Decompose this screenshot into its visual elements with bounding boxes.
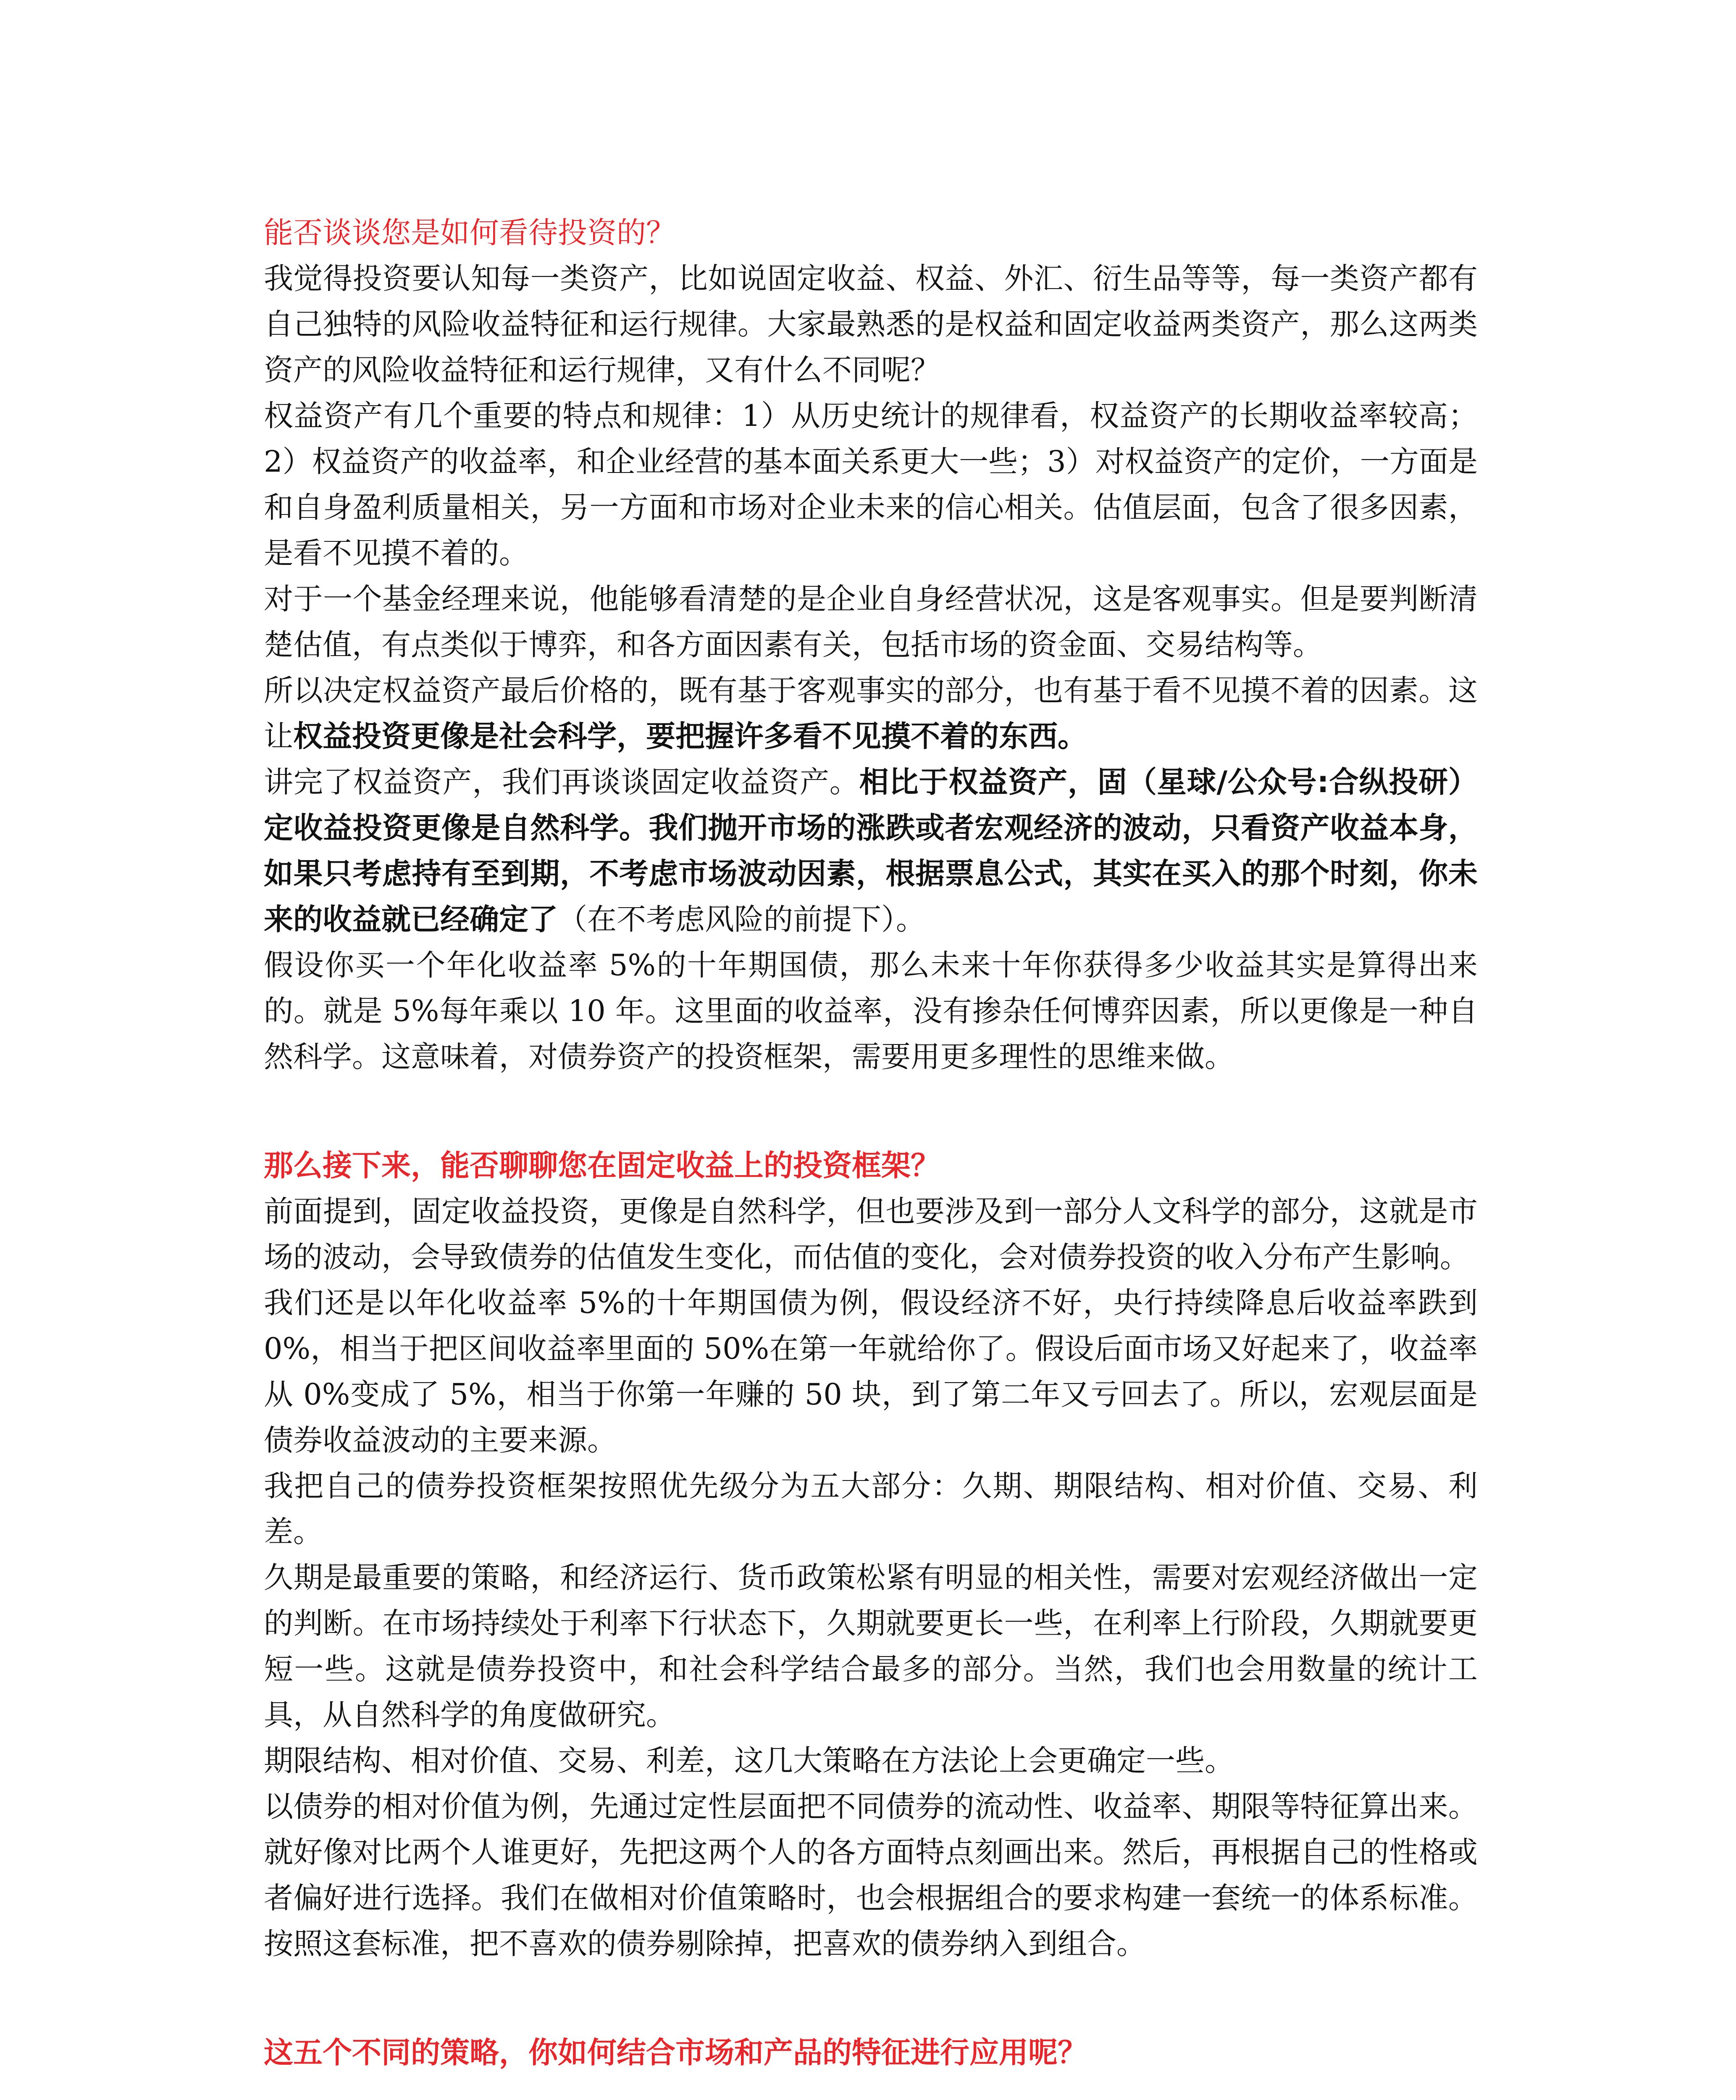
paragraph: 我们还是以年化收益率 5%的十年期国债为例，假设经济不好，央行持续降息后收益率跌到 0%，相当于把区间收益率里面的 50%在第一年就给你了。假设后面市场又好起来了，收益率从 0%变成了 5%，相当于你第一年赚的 50 块，到了第二年又亏回去了。所以，宏观层面是债券收益波动的主要来源。: [264, 1286, 1478, 1457]
paragraph-text: 讲完了权益资产，我们再谈谈固定收益资产。: [264, 765, 859, 799]
section-question: 能否谈谈您是如何看待投资的？: [264, 215, 675, 250]
section-question: 这五个不同的策略，你如何结合市场和产品的特征进行应用呢？: [264, 2035, 1087, 2070]
section-spacer: [264, 1080, 1478, 1143]
paragraph: 假设你买一个年化收益率 5%的十年期国债，那么未来十年你获得多少收益其实是算得出来的。就是 5%每年乘以 10 年。这里面的收益率，没有掺杂任何博弈因素，所以更像是一种自然科学。这意味着，对债券资产的投资框架，需要用更多理性的思维来做。: [264, 948, 1478, 1074]
paragraph: 以债券的相对价值为例，先通过定性层面把不同债券的流动性、收益率、期限等特征算出来。就好像对比两个人谁更好，先把这两个人的各方面特点刻画出来。然后，再根据自己的性格或者偏好进行选择。我们在做相对价值策略时，也会根据组合的要求构建一套统一的体系标准。按照这套标准，把不喜欢的债券剔除掉，把喜欢的债券纳入到组合。: [264, 1789, 1478, 1961]
paragraph: 期限结构、相对价值、交易、利差，这几大策略在方法论上会更确定一些。: [264, 1743, 1234, 1778]
bold-emphasis: 相比于权益资产，固（星球/公众号:合纵投研）定收益投资更像是自然科学。我们抛开市场的涨跌或者宏观经济的波动，只看资产收益本身，如果只考虑持有至到期，不考虑市场波动因素，根据票息公式，其实在买入的那个时刻，你未来的收益就已经确定了: [264, 765, 1478, 937]
paragraph: [264, 759, 1478, 942]
paragraph: 久期是最重要的策略，和经济运行、货币政策松紧有明显的相关性，需要对宏观经济做出一定的判断。在市场持续处于利率下行状态下，久期就要更长一些，在利率上行阶段，久期就要更短一些。这就是债券投资中，和社会科学结合最多的部分。当然，我们也会用数量的统计工具，从自然科学的角度做研究。: [264, 1560, 1478, 1732]
paragraph-text: 所以决定权益资产最后价格的，既有基于客观事实的部分，也有基于看不见摸不着的因素。这让: [264, 673, 1478, 753]
section-question: 那么接下来，能否聊聊您在固定收益上的投资框架？: [264, 1148, 940, 1183]
article-body: [264, 210, 1478, 2076]
paragraph: 前面提到，固定收益投资，更像是自然科学，但也要涉及到一部分人文科学的部分，这就是市场的波动，会导致债券的估值发生变化，而估值的变化，会对债券投资的收入分布产生影响。: [264, 1194, 1478, 1274]
paragraph: [264, 668, 1478, 759]
paragraph: 权益资产有几个重要的特点和规律：1）从历史统计的规律看，权益资产的长期收益率较高；2）权益资产的收益率，和企业经营的基本面关系更大一些；3）对权益资产的定价，一方面是和自身盈利质量相关，另一方面和市场对企业未来的信心相关。估值层面，包含了很多因素，是看不见摸不着的。: [264, 399, 1478, 570]
bold-emphasis: 权益投资更像是社会科学，要把握许多看不见摸不着的东西。: [293, 719, 1087, 753]
paragraph: 我觉得投资要认知每一类资产，比如说固定收益、权益、外汇、衍生品等等，每一类资产都有自己独特的风险收益特征和运行规律。大家最熟悉的是权益和固定收益两类资产，那么这两类资产的风险收益特征和运行规律，又有什么不同呢？: [264, 261, 1478, 387]
section-spacer: [264, 1967, 1478, 2030]
paragraph-text: （在不考虑风险的前提下）。: [558, 902, 925, 937]
paragraph: 对于一个基金经理来说，他能够看清楚的是企业自身经营状况，这是客观事实。但是要判断清楚估值，有点类似于博弈，和各方面因素有关，包括市场的资金面、交易结构等。: [264, 582, 1478, 662]
paragraph: 我把自己的债券投资框架按照优先级分为五大部分：久期、期限结构、相对价值、交易、利差。: [264, 1469, 1478, 1549]
